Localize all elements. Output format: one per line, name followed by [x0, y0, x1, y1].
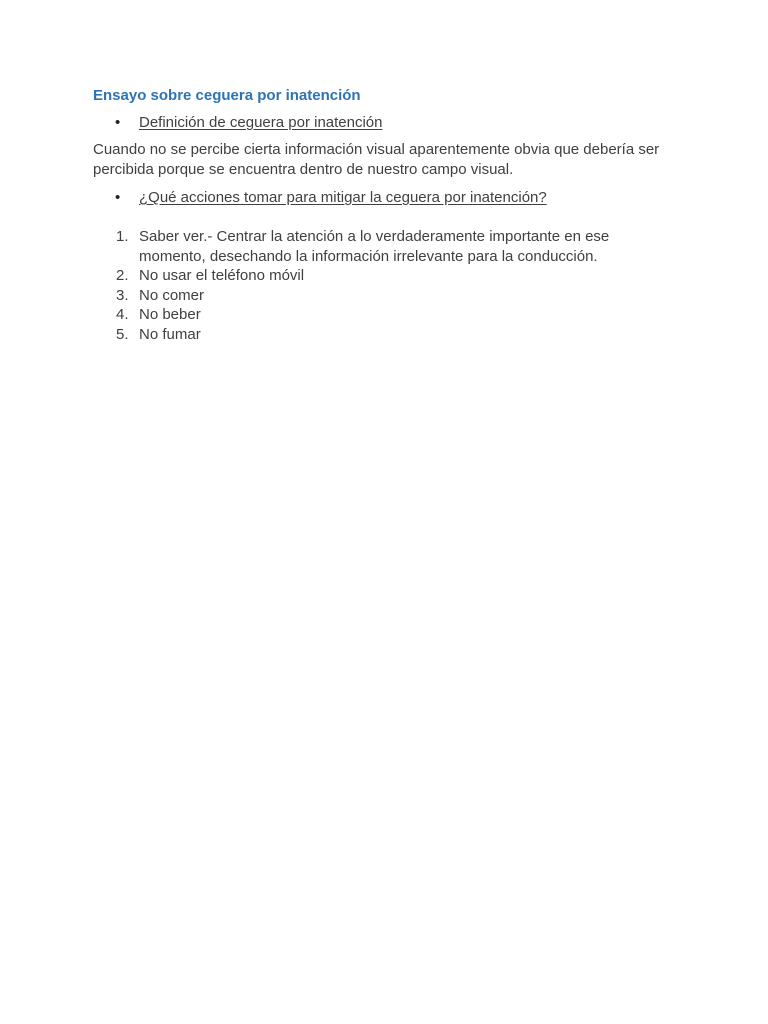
list-item: [93, 188, 673, 207]
list-item: [93, 286, 673, 306]
list-item-text: No comer: [139, 286, 205, 304]
document-page: [93, 86, 673, 344]
definition-paragraph: Cuando no se percibe cierta información visual aparentemente obvia que debería ser percibida porque se encuentra dentro de nuestro campo visual.: [93, 141, 660, 178]
list-item: [93, 266, 673, 286]
list-item-text: No fumar: [139, 325, 201, 343]
definition-heading: Definición de ceguera por inatención: [139, 114, 383, 131]
bullet-icon: •: [115, 189, 121, 206]
document-title: Ensayo sobre ceguera por inatención: [93, 87, 361, 104]
list-number: 4.: [116, 306, 129, 323]
list-item-text: No usar el teléfono móvil: [139, 267, 305, 284]
list-item: [93, 325, 673, 345]
list-item: [93, 227, 673, 266]
list-number: 2.: [116, 267, 129, 284]
bullet-list-definition: [93, 113, 673, 132]
list-item-text: Saber ver.- Centrar la atención a lo verdaderamente importante en ese momento, desechando la información irrelevante para la conducción.: [139, 228, 610, 265]
actions-heading: ¿Qué acciones tomar para mitigar la ceguera por inatención?: [139, 189, 547, 206]
list-item: [93, 305, 673, 325]
bullet-list-actions: [93, 188, 673, 207]
list-number: 3.: [116, 286, 129, 304]
list-item-text: No beber: [139, 306, 201, 323]
numbered-actions-list: [93, 227, 673, 344]
list-number: 1.: [116, 228, 129, 245]
list-item: [93, 113, 673, 132]
bullet-icon: •: [115, 114, 121, 131]
list-number: 5.: [116, 325, 129, 343]
